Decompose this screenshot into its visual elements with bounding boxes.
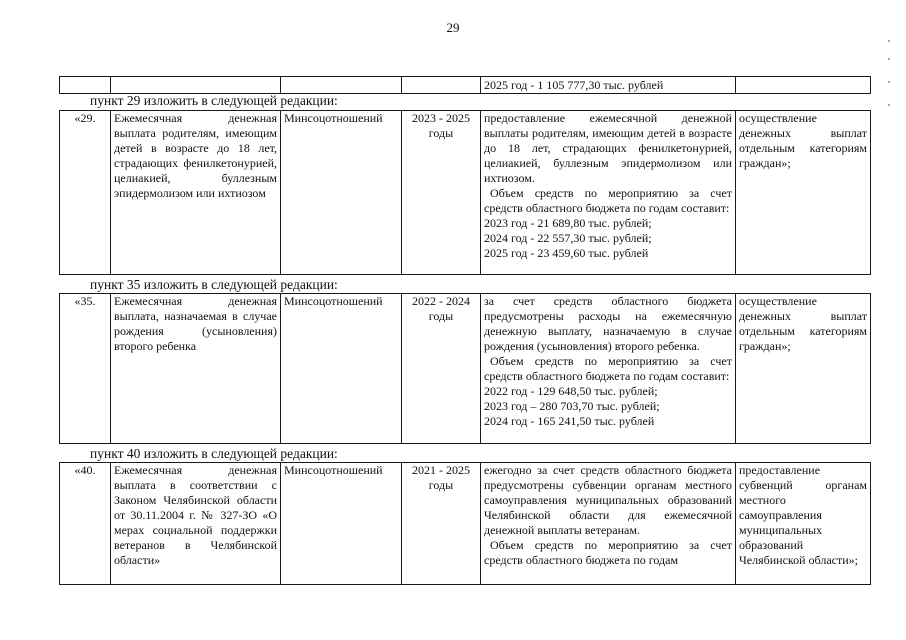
year-line: 2023 год - 21 689,80 тыс. рублей; [484, 216, 652, 230]
year-line: 2023 год – 280 703,70 тыс. рублей; [484, 399, 660, 413]
description: за счет средств областного бюджета предусмотрены расходы на ежемесячную денежную выплату, назначаемую в случае рождения (усыновления) второго ребенка. [484, 294, 732, 353]
funding-intro: Объем средств по мероприятию за счет средств областного бюджета по годам составит: [484, 354, 732, 383]
item-number: «35. [60, 294, 111, 444]
measure-name: Ежемесячная денежная выплата, назначаемая в случае рождения (усыновления) второго ребенка [111, 294, 281, 444]
scan-mark [888, 81, 890, 83]
section-heading: пункт 35 изложить в следующей редакции: [90, 277, 338, 292]
table-row [60, 111, 871, 275]
funding-cell [481, 463, 736, 585]
scan-mark [888, 58, 890, 60]
table-row [60, 294, 871, 444]
program-table-40 [59, 462, 871, 585]
program-table-35 [59, 293, 871, 444]
continuation-table [59, 76, 871, 94]
result: осуществление денежных выплат отдельным категориям граждан»; [736, 294, 871, 444]
executor: Минсоцотношений [281, 111, 402, 275]
funding-cell [481, 294, 736, 444]
measure-name: Ежемесячная денежная выплата родителям, имеющим детей в возрасте до 18 лет, страдающих фенилкетонурией, целиакией, буллезным эпидермолизом или ихтиозом [111, 111, 281, 275]
table-row [60, 77, 871, 94]
page-number: 29 [446, 20, 460, 35]
year-line: 2025 год - 23 459,60 тыс. рублей [484, 246, 649, 260]
result: предоставление субвенций органам местного самоуправления муниципальных образований Челябинской области»; [736, 463, 871, 585]
section-heading: пункт 40 изложить в следующей редакции: [90, 446, 338, 461]
period: 2021 - 2025 годы [402, 463, 481, 585]
section-heading: пункт 29 изложить в следующей редакции: [90, 93, 338, 108]
measure-name: Ежемесячная денежная выплата в соответствии с Законом Челябинской области от 30.11.2004 г. № 327-ЗО «О мерах социальной поддержки ветеранов в Челябинской области» [111, 463, 281, 585]
period: 2023 - 2025 годы [402, 111, 481, 275]
year-line: 2022 год - 129 648,50 тыс. рублей; [484, 384, 658, 398]
year-line: 2024 год - 165 241,50 тыс. рублей [484, 414, 655, 428]
funding-intro: Объем средств по мероприятию за счет средств областного бюджета по годам составит: [484, 186, 732, 215]
result: осуществление денежных выплат отдельным категориям граждан»; [736, 111, 871, 275]
description: предоставление ежемесячной денежной выплаты родителям, имеющим детей в возрасте до 18 лет, страдающих фенилкетонурией, целиакией, буллезным эпидермолизом или ихтиозом. [484, 111, 732, 185]
executor: Минсоцотношений [281, 294, 402, 444]
table-row [60, 463, 871, 585]
top-row-text: 2025 год - 1 105 777,30 тыс. рублей [481, 77, 736, 94]
funding-cell [481, 111, 736, 275]
period: 2022 - 2024 годы [402, 294, 481, 444]
scan-mark [888, 40, 890, 42]
description: ежегодно за счет средств областного бюджета предусмотрены субвенции органам местного самоуправления муниципальных образований Челябинской области для ежемесячной денежной выплаты ветеранам. [484, 463, 732, 537]
year-line: 2024 год - 22 557,30 тыс. рублей; [484, 231, 652, 245]
executor: Минсоцотношений [281, 463, 402, 585]
funding-intro: Объем средств по мероприятию за счет средств областного бюджета по годам [484, 538, 732, 567]
item-number: «29. [60, 111, 111, 275]
item-number: «40. [60, 463, 111, 585]
scan-mark [888, 104, 890, 106]
program-table-29 [59, 110, 871, 275]
